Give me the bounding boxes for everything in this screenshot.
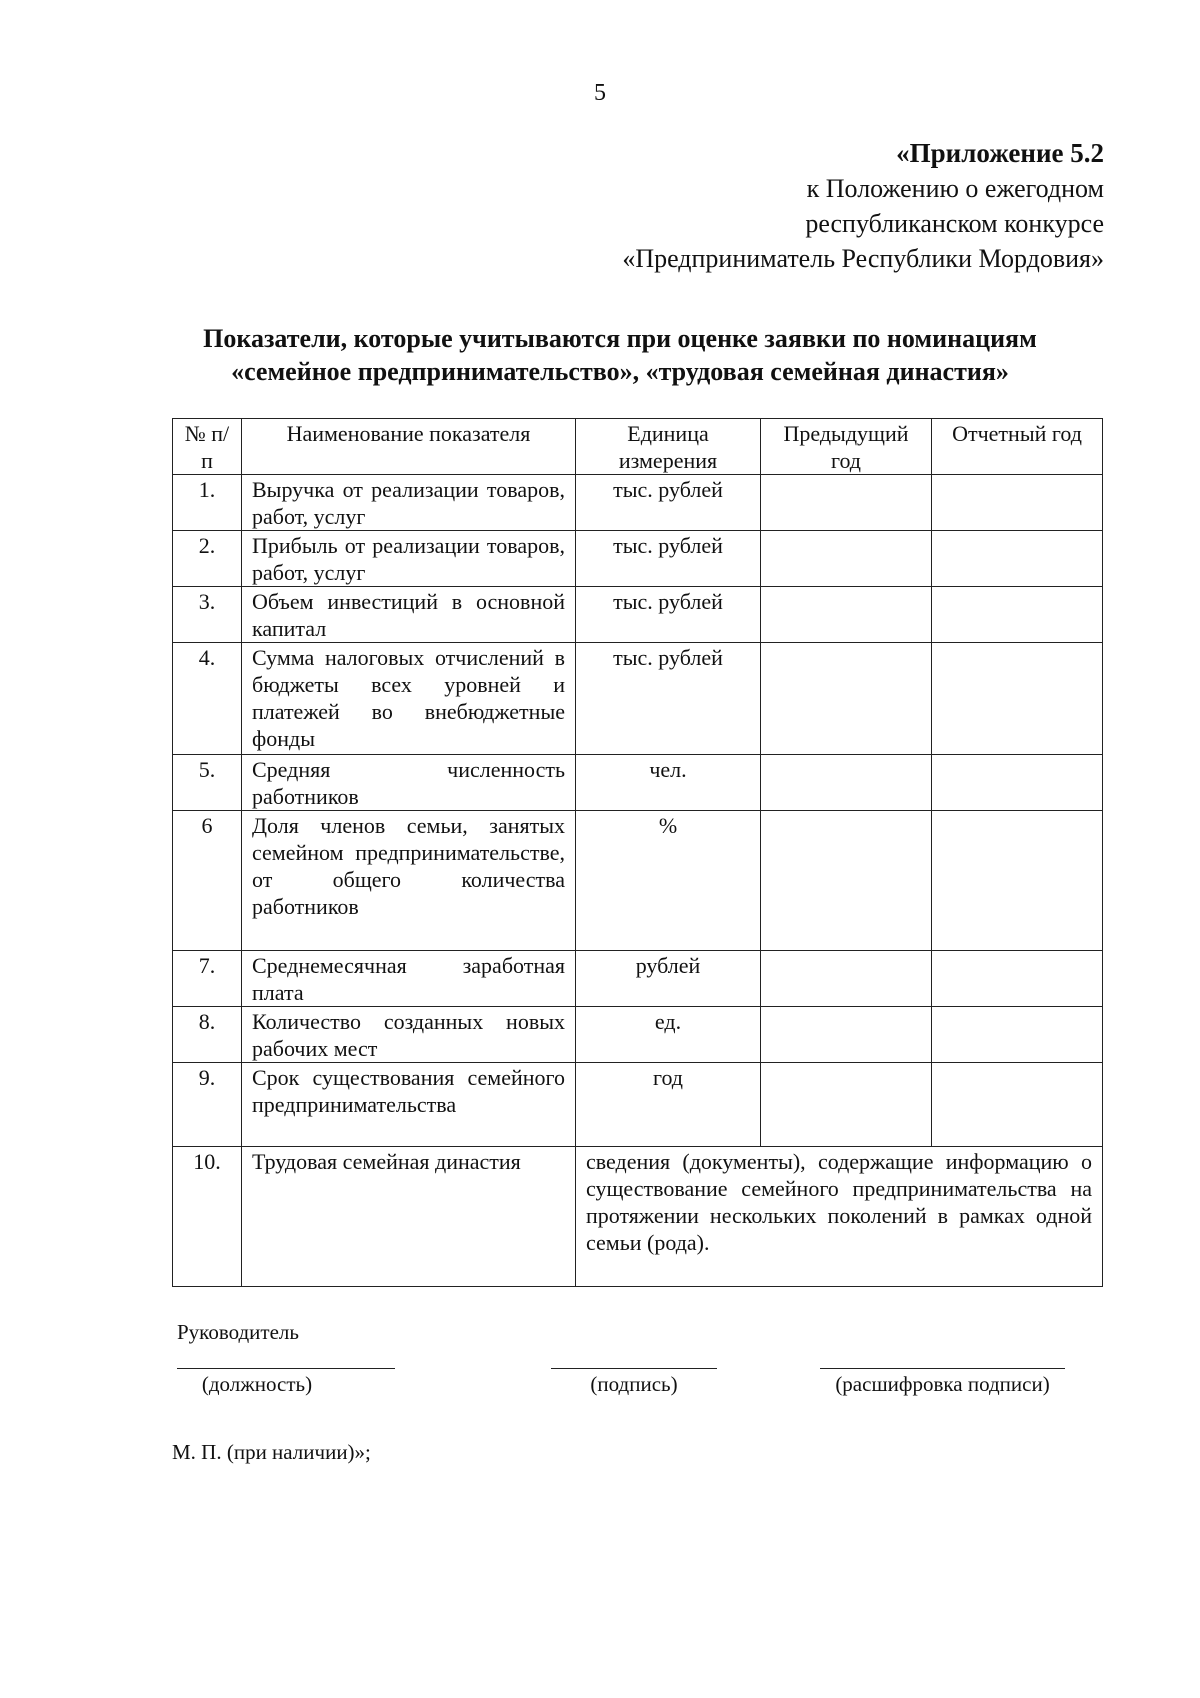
table-row xyxy=(173,811,1103,951)
signature-decode-caption: (расшифровка подписи) xyxy=(835,1372,1050,1396)
table-row xyxy=(173,1007,1103,1063)
row-number: 4. xyxy=(173,643,242,755)
report-year-cell[interactable] xyxy=(932,531,1103,587)
indicator-name: Сумма налоговых отчислений в бюджеты всех уровней и платежей во внебюджетные фонды xyxy=(242,643,576,755)
row-number: 1. xyxy=(173,475,242,531)
header-num: № п/п xyxy=(173,419,242,475)
report-year-cell[interactable] xyxy=(932,643,1103,755)
table-row xyxy=(173,531,1103,587)
position-caption: (должность) xyxy=(201,1372,313,1396)
report-year-cell[interactable] xyxy=(932,811,1103,951)
prev-year-cell[interactable] xyxy=(761,475,932,531)
report-year-cell[interactable] xyxy=(932,475,1103,531)
table-row xyxy=(173,475,1103,531)
page-number: 5 xyxy=(594,80,606,106)
unit-cell: рублей xyxy=(576,951,761,1007)
table-row xyxy=(173,1147,1103,1287)
prev-year-cell[interactable] xyxy=(761,951,932,1007)
appendix-line-1: к Положению о ежегодном xyxy=(806,174,1104,203)
indicator-name: Количество созданных новых рабочих мест xyxy=(242,1007,576,1063)
report-year-cell[interactable] xyxy=(932,951,1103,1007)
table-row xyxy=(173,1063,1103,1147)
table-row xyxy=(173,643,1103,755)
signature-decode-line[interactable] xyxy=(820,1368,1065,1369)
row-number: 8. xyxy=(173,1007,242,1063)
unit-cell: ед. xyxy=(576,1007,761,1063)
indicator-name: Среднемесячная заработная плата xyxy=(242,951,576,1007)
header-name: Наименование показателя xyxy=(242,419,576,475)
indicator-name: Трудовая семейная династия xyxy=(242,1147,576,1287)
row-number: 2. xyxy=(173,531,242,587)
document-title xyxy=(150,322,1090,388)
prev-year-cell[interactable] xyxy=(761,755,932,811)
prev-year-cell[interactable] xyxy=(761,811,932,951)
row-number: 10. xyxy=(173,1147,242,1287)
row-number: 3. xyxy=(173,587,242,643)
prev-year-cell[interactable] xyxy=(761,531,932,587)
header-report-year: Отчетный год xyxy=(932,419,1103,475)
indicator-name: Средняя численность работников xyxy=(242,755,576,811)
header-unit: Единица измерения xyxy=(576,419,761,475)
position-signature-line[interactable] xyxy=(177,1368,395,1369)
document-title-line-2: «семейное предпринимательство», «трудовая семейная династия» xyxy=(231,357,1009,386)
unit-cell: тыс. рублей xyxy=(576,587,761,643)
prev-year-cell[interactable] xyxy=(761,643,932,755)
head-label: Руководитель xyxy=(177,1320,299,1344)
signature-caption: (подпись) xyxy=(590,1372,678,1396)
unit-cell: чел. xyxy=(576,755,761,811)
prev-year-cell[interactable] xyxy=(761,1007,932,1063)
document-title-line-1: Показатели, которые учитываются при оценке заявки по номинациям xyxy=(203,324,1037,353)
row-number: 5. xyxy=(173,755,242,811)
unit-cell: % xyxy=(576,811,761,951)
table-row xyxy=(173,951,1103,1007)
table-header-row xyxy=(173,419,1103,475)
prev-year-cell[interactable] xyxy=(761,1063,932,1147)
indicator-name: Прибыль от реализации товаров, работ, услуг xyxy=(242,531,576,587)
indicators-table xyxy=(172,418,1103,1287)
unit-cell: тыс. рублей xyxy=(576,643,761,755)
table-row xyxy=(173,587,1103,643)
stamp-note: М. П. (при наличии)»; xyxy=(172,1440,371,1464)
report-year-cell[interactable] xyxy=(932,1063,1103,1147)
appendix-heading xyxy=(622,136,1104,276)
prev-year-cell[interactable] xyxy=(761,587,932,643)
unit-cell: тыс. рублей xyxy=(576,531,761,587)
report-year-cell[interactable] xyxy=(932,755,1103,811)
table-row xyxy=(173,755,1103,811)
report-year-cell[interactable] xyxy=(932,1007,1103,1063)
unit-cell: год xyxy=(576,1063,761,1147)
appendix-line-3: «Предприниматель Республики Мордовия» xyxy=(622,244,1104,273)
dynasty-evidence-cell: сведения (документы), содержащие информацию о существование семейного предпринимательства на протяжении нескольких поколений в рамках одной семьи (рода). xyxy=(576,1147,1103,1287)
appendix-line-2: республиканском конкурсе xyxy=(805,209,1104,238)
unit-cell: тыс. рублей xyxy=(576,475,761,531)
indicator-name: Срок существования семейного предпринимательства xyxy=(242,1063,576,1147)
row-number: 9. xyxy=(173,1063,242,1147)
row-number: 6 xyxy=(173,811,242,951)
row-number: 7. xyxy=(173,951,242,1007)
indicator-name: Объем инвестиций в основной капитал xyxy=(242,587,576,643)
appendix-title: «Приложение 5.2 xyxy=(896,138,1104,168)
report-year-cell[interactable] xyxy=(932,587,1103,643)
indicator-name: Выручка от реализации товаров, работ, услуг xyxy=(242,475,576,531)
indicator-name: Доля членов семьи, занятых семейном предпринимательстве, от общего количества работников xyxy=(242,811,576,951)
header-prev-year: Предыдущий год xyxy=(761,419,932,475)
signature-line[interactable] xyxy=(551,1368,717,1369)
